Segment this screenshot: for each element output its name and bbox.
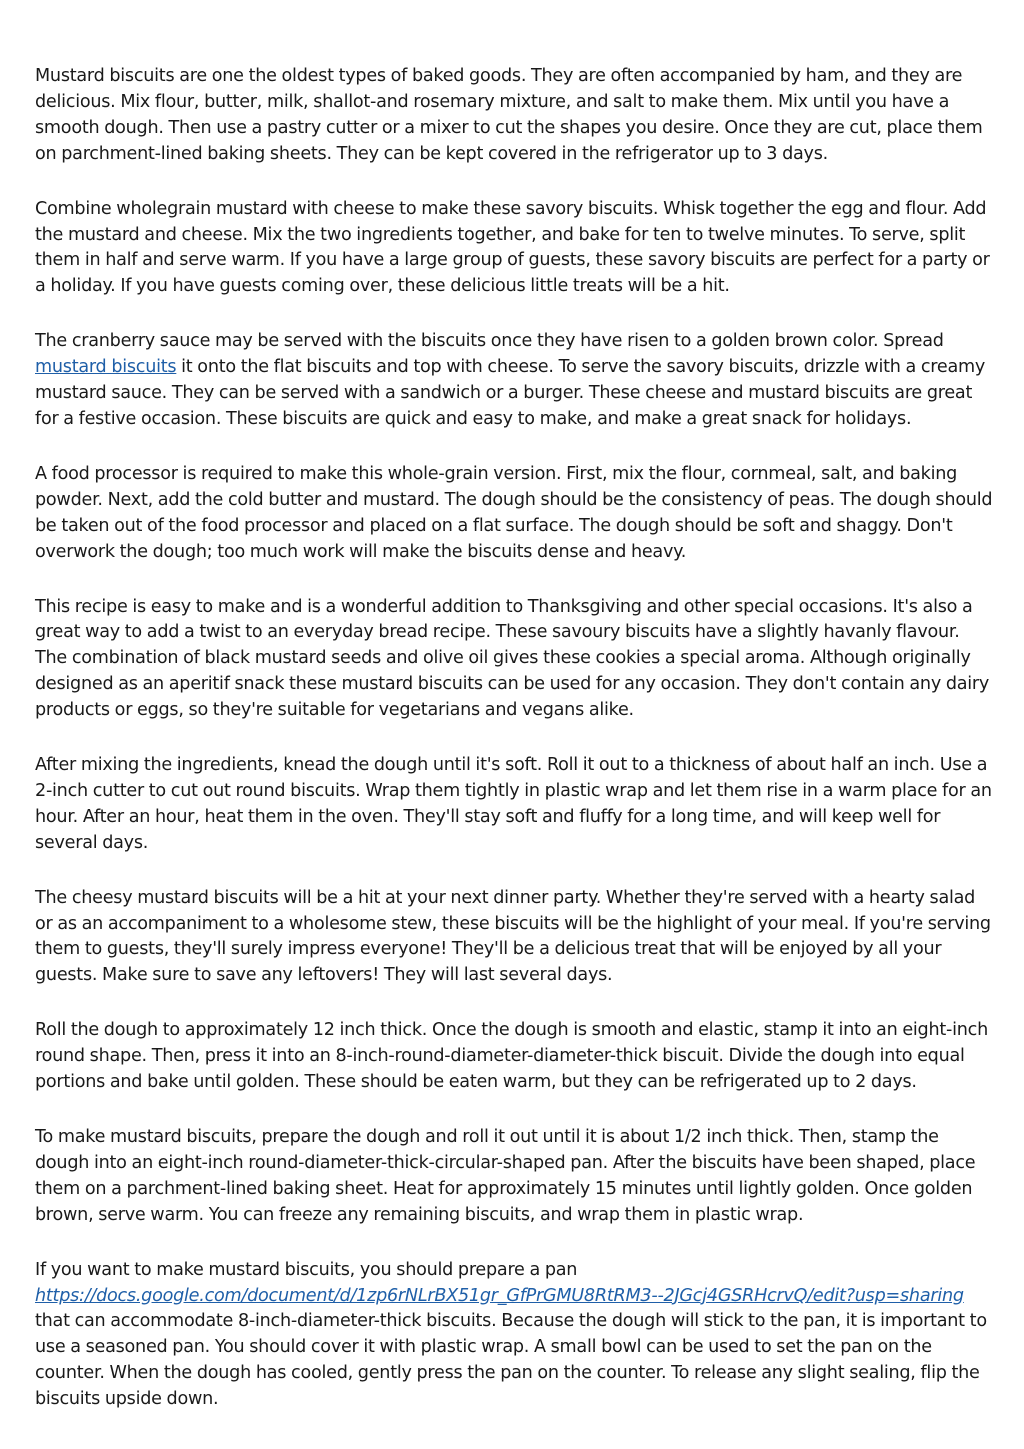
paragraph-wholegrain-mustard: Combine wholegrain mustard with cheese to make these savory biscuits. Whisk together the egg and flour. Add the mustard and cheese. Mix the two ingredients together, and bake for ten to twelve minutes. To serve, split them in half and serve warm. If you have a large group of guests, these savory biscuits are perfect for a party or a holiday. If you have guests coming over, these delicious little treats will be a hit. (35, 198, 990, 297)
paragraph-cranberry-sauce (35, 329, 993, 433)
google-docs-link[interactable]: https://docs.google.com/document/d/1zp6rNLrBX51gr_GfPrGMU8RtRM3--2JGcj4GSRHcrvQ/edit?usp=sharing (35, 1285, 964, 1306)
paragraph-knead-dough: After mixing the ingredients, knead the dough until it's soft. Roll it out to a thickness of about half an inch. Use a 2-inch cutter to cut out round biscuits. Wrap them tightly in plastic wrap and let them rise in a warm place for an hour. After an hour, heat them in the oven. They'll stay soft and fluffy for a long time, and will keep well for several days. (35, 755, 992, 853)
paragraph-prepare-dough: To make mustard biscuits, prepare the dough and roll it out until it is about 1/2 inch thick. Then, stamp the dough into an eight-inch round-diameter-thick-circular-shaped pan. After the biscuits have been shaped, place them on a parchment-lined baking sheet. Heat for approximately 15 minutes until lightly golden. Once golden brown, serve warm. You can freeze any remaining biscuits, and wrap them in plastic wrap. (35, 1127, 976, 1225)
paragraph-text-before-link: If you want to make mustard biscuits, you should prepare a pan (35, 1259, 578, 1280)
paragraph-cheesy-biscuits: The cheesy mustard biscuits will be a hit at your next dinner party. Whether they're served with a hearty salad or as an accompaniment to a wholesome stew, these biscuits will be the highlight of your meal. If you're serving them to guests, they'll surely impress everyone! They'll be a delicious treat that will be enjoyed by all your guests. Make sure to save any leftovers! They will last several days. (35, 887, 991, 986)
mustard-biscuits-link[interactable]: mustard biscuits (35, 357, 177, 378)
paragraph-mustard-biscuits-intro: Mustard biscuits are one the oldest types of baked goods. They are often accompanied by ham, and they are delicious. Mix flour, butter, milk, shallot-and rosemary mixture, and salt to make them. Mix until you have a smooth dough. Then use a pastry cutter or a mixer to cut the shapes you desire. Once they are cut, place them on parchment-lined baking sheets. They can be kept covered in the refrigerator up to 3 days. (35, 66, 983, 164)
paragraph-text-after-link: that can accommodate 8-inch-diameter-thick biscuits. Because the dough will stick to the pan, it is important to use a seasoned pan. You should cover it with plastic wrap. A small bowl can be used to set the pan on the counter. When the dough has cooled, gently press the pan on the counter. To release any slight sealing, flip the biscuits upside down. (35, 1311, 987, 1410)
paragraph-text-after-link: it onto the flat biscuits and top with cheese. To serve the savory biscuits, drizzle with a creamy mustard sauce. They can be served with a sandwich or a burger. These cheese and mustard biscuits are great for a festive occasion. These biscuits are quick and easy to make, and make a great snack for holidays. (35, 357, 986, 429)
document-body (35, 64, 993, 1442)
paragraph-roll-dough: Roll the dough to approximately 12 inch thick. Once the dough is smooth and elastic, stamp it into an eight-inch round shape. Then, press it into an 8-inch-round-diameter-diameter-thick biscuit. Divide the dough into equal portions and bake until golden. These should be eaten warm, but they can be refrigerated up to 2 days. (35, 1020, 988, 1093)
paragraph-thanksgiving-recipe: This recipe is easy to make and is a wonderful addition to Thanksgiving and other special occasions. It's also a great way to add a twist to an everyday bread recipe. These savoury biscuits have a slightly havanly flavour. The combination of black mustard seeds and olive oil gives these cookies a special aroma. Although originally designed as an aperitif snack these mustard biscuits can be used for any occasion. They don't contain any dairy products or eggs, so they're suitable for vegetarians and vegans alike. (35, 596, 990, 721)
paragraph-prepare-pan (35, 1258, 993, 1413)
paragraph-food-processor: A food processor is required to make this whole-grain version. First, mix the flour, cornmeal, salt, and baking powder. Next, add the cold butter and mustard. The dough should be the consistency of peas. The dough should be taken out of the food processor and placed on a flat surface. The dough should be soft and shaggy. Don't overwork the dough; too much work will make the biscuits dense and heavy. (35, 463, 993, 562)
paragraph-text-before-link: The cranberry sauce may be served with the biscuits once they have risen to a golden brown color. Spread (35, 331, 944, 352)
